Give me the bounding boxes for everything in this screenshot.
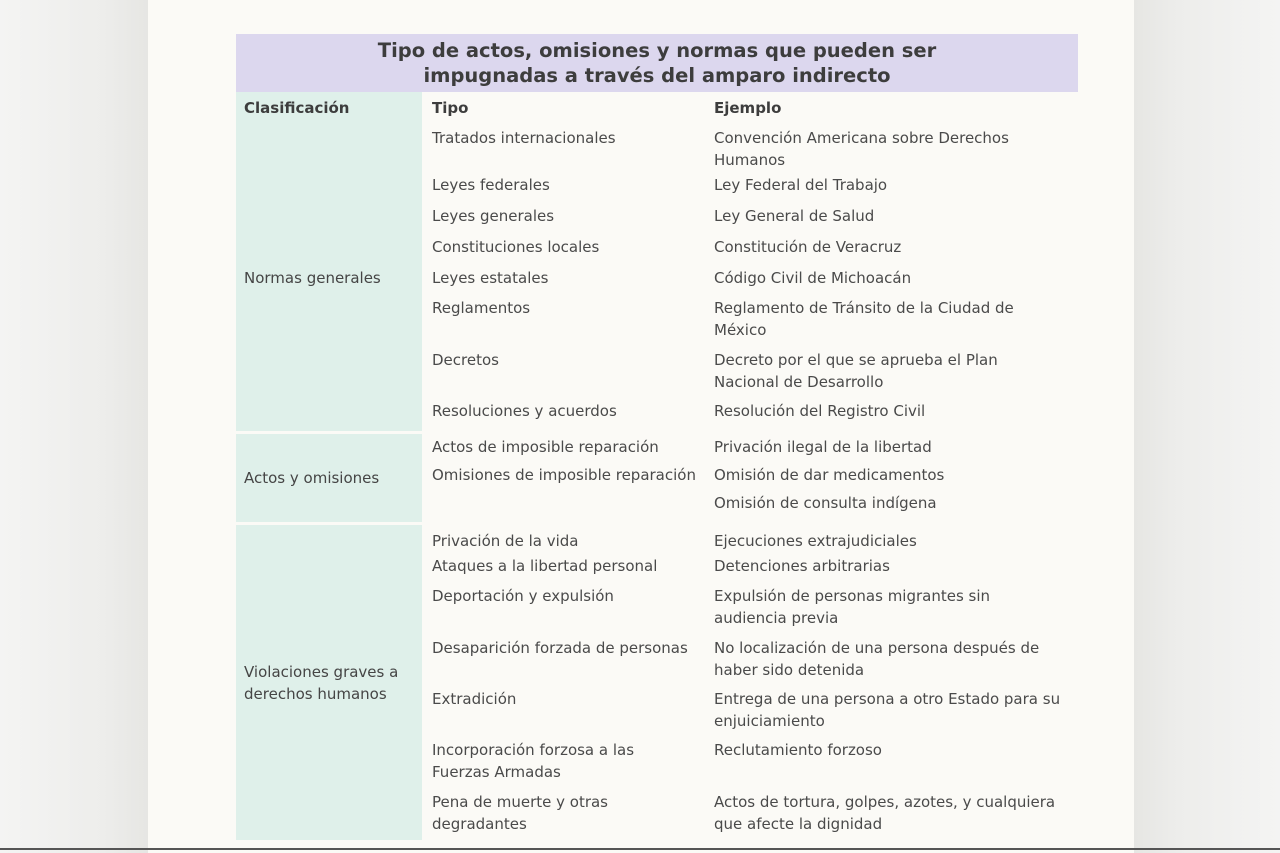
ejemplo-cell: Constitución de Veracruz [714, 238, 902, 256]
ejemplo-cell: No localización de una persona después de haber sido detenida [714, 639, 1040, 679]
ejemplo-cell: Ejecuciones extrajudiciales [714, 532, 917, 550]
table-row [422, 434, 1078, 463]
classification-cell: Normas generales [236, 124, 422, 431]
tipo-cell: Deportación y expulsión [432, 587, 614, 605]
tipo-cell: Leyes federales [432, 176, 550, 194]
table-row [422, 268, 1078, 298]
table-row [422, 350, 1078, 401]
group-rows [422, 525, 1078, 840]
table-row [422, 689, 1078, 740]
table-row [422, 463, 1078, 522]
tipo-cell: Privación de la vida [432, 532, 579, 550]
tipo-cell: Omisiones de imposible reparación [432, 466, 696, 484]
table-row [422, 401, 1078, 431]
table-row [422, 792, 1078, 840]
tipo-cell: Leyes generales [432, 207, 555, 225]
group-normas-generales [236, 124, 1078, 431]
ejemplo-cell: Reclutamiento forzoso [714, 741, 882, 759]
classification-cell: Actos y omisiones [236, 434, 422, 522]
header-clasificacion: Clasificación [236, 92, 422, 124]
tipo-cell: Actos de imposible reparación [432, 438, 659, 456]
table-row [422, 124, 1078, 175]
table-header [236, 92, 1078, 124]
classification-cell: Violaciones graves a derechos humanos [236, 525, 422, 840]
bottom-divider [0, 848, 1280, 850]
ejemplo-cell-group [704, 465, 1078, 522]
tipo-cell: Resoluciones y acuerdos [432, 402, 617, 420]
tipo-cell: Decretos [432, 351, 499, 369]
table-row [422, 206, 1078, 237]
left-margin [0, 0, 148, 853]
right-margin [1134, 0, 1280, 853]
table-row [422, 556, 1078, 586]
ejemplo-cell: Reglamento de Tránsito de la Ciudad de México [714, 299, 1014, 339]
tipo-cell: Reglamentos [432, 299, 531, 317]
table-row [422, 298, 1078, 350]
ejemplo-cell: Expulsión de personas migrantes sin audiencia previa [714, 587, 991, 627]
ejemplo-cell: Omisión de dar medicamentos [714, 466, 945, 484]
ejemplo-cell: Resolución del Registro Civil [714, 402, 926, 420]
header-ejemplo: Ejemplo [714, 99, 782, 117]
table-title: Tipo de actos, omisiones y normas que pueden ser impugnadas a través del amparo indirecto [236, 34, 1078, 92]
tipo-cell: Ataques a la libertad personal [432, 557, 658, 575]
ejemplo-cell: Detenciones arbitrarias [714, 557, 890, 575]
ejemplo-cell: Código Civil de Michoacán [714, 269, 912, 287]
tipo-cell: Extradición [432, 690, 517, 708]
ejemplo-cell: Omisión de consulta indígena [714, 493, 937, 512]
ejemplo-cell: Ley Federal del Trabajo [714, 176, 888, 194]
header-tipo: Tipo [432, 99, 469, 117]
table-row [422, 175, 1078, 206]
group-rows [422, 124, 1078, 431]
ejemplo-cell: Actos de tortura, golpes, azotes, y cualquiera que afecte la dignidad [714, 793, 1056, 833]
group-rows [422, 434, 1078, 522]
ejemplo-cell: Privación ilegal de la libertad [714, 438, 932, 456]
group-violaciones-graves [236, 522, 1078, 840]
tipo-cell: Tratados internacionales [432, 129, 616, 147]
ejemplo-cell: Decreto por el que se aprueba el Plan Nacional de Desarrollo [714, 351, 998, 391]
table-row [422, 586, 1078, 638]
tipo-cell: Incorporación forzosa a las Fuerzas Armadas [432, 741, 635, 781]
amparo-table [236, 34, 1078, 840]
tipo-cell: Constituciones locales [432, 238, 600, 256]
ejemplo-cell: Ley General de Salud [714, 207, 875, 225]
ejemplo-cell: Entrega de una persona a otro Estado para su enjuiciamiento [714, 690, 1061, 730]
ejemplo-cell: Convención Americana sobre Derechos Humanos [714, 129, 1009, 169]
table-row [422, 638, 1078, 689]
tipo-cell: Desaparición forzada de personas [432, 639, 688, 657]
table-row [422, 740, 1078, 792]
table-row [422, 525, 1078, 556]
group-actos-omisiones [236, 431, 1078, 522]
table-row [422, 237, 1078, 268]
tipo-cell: Leyes estatales [432, 269, 549, 287]
tipo-cell: Pena de muerte y otras degradantes [432, 793, 608, 833]
